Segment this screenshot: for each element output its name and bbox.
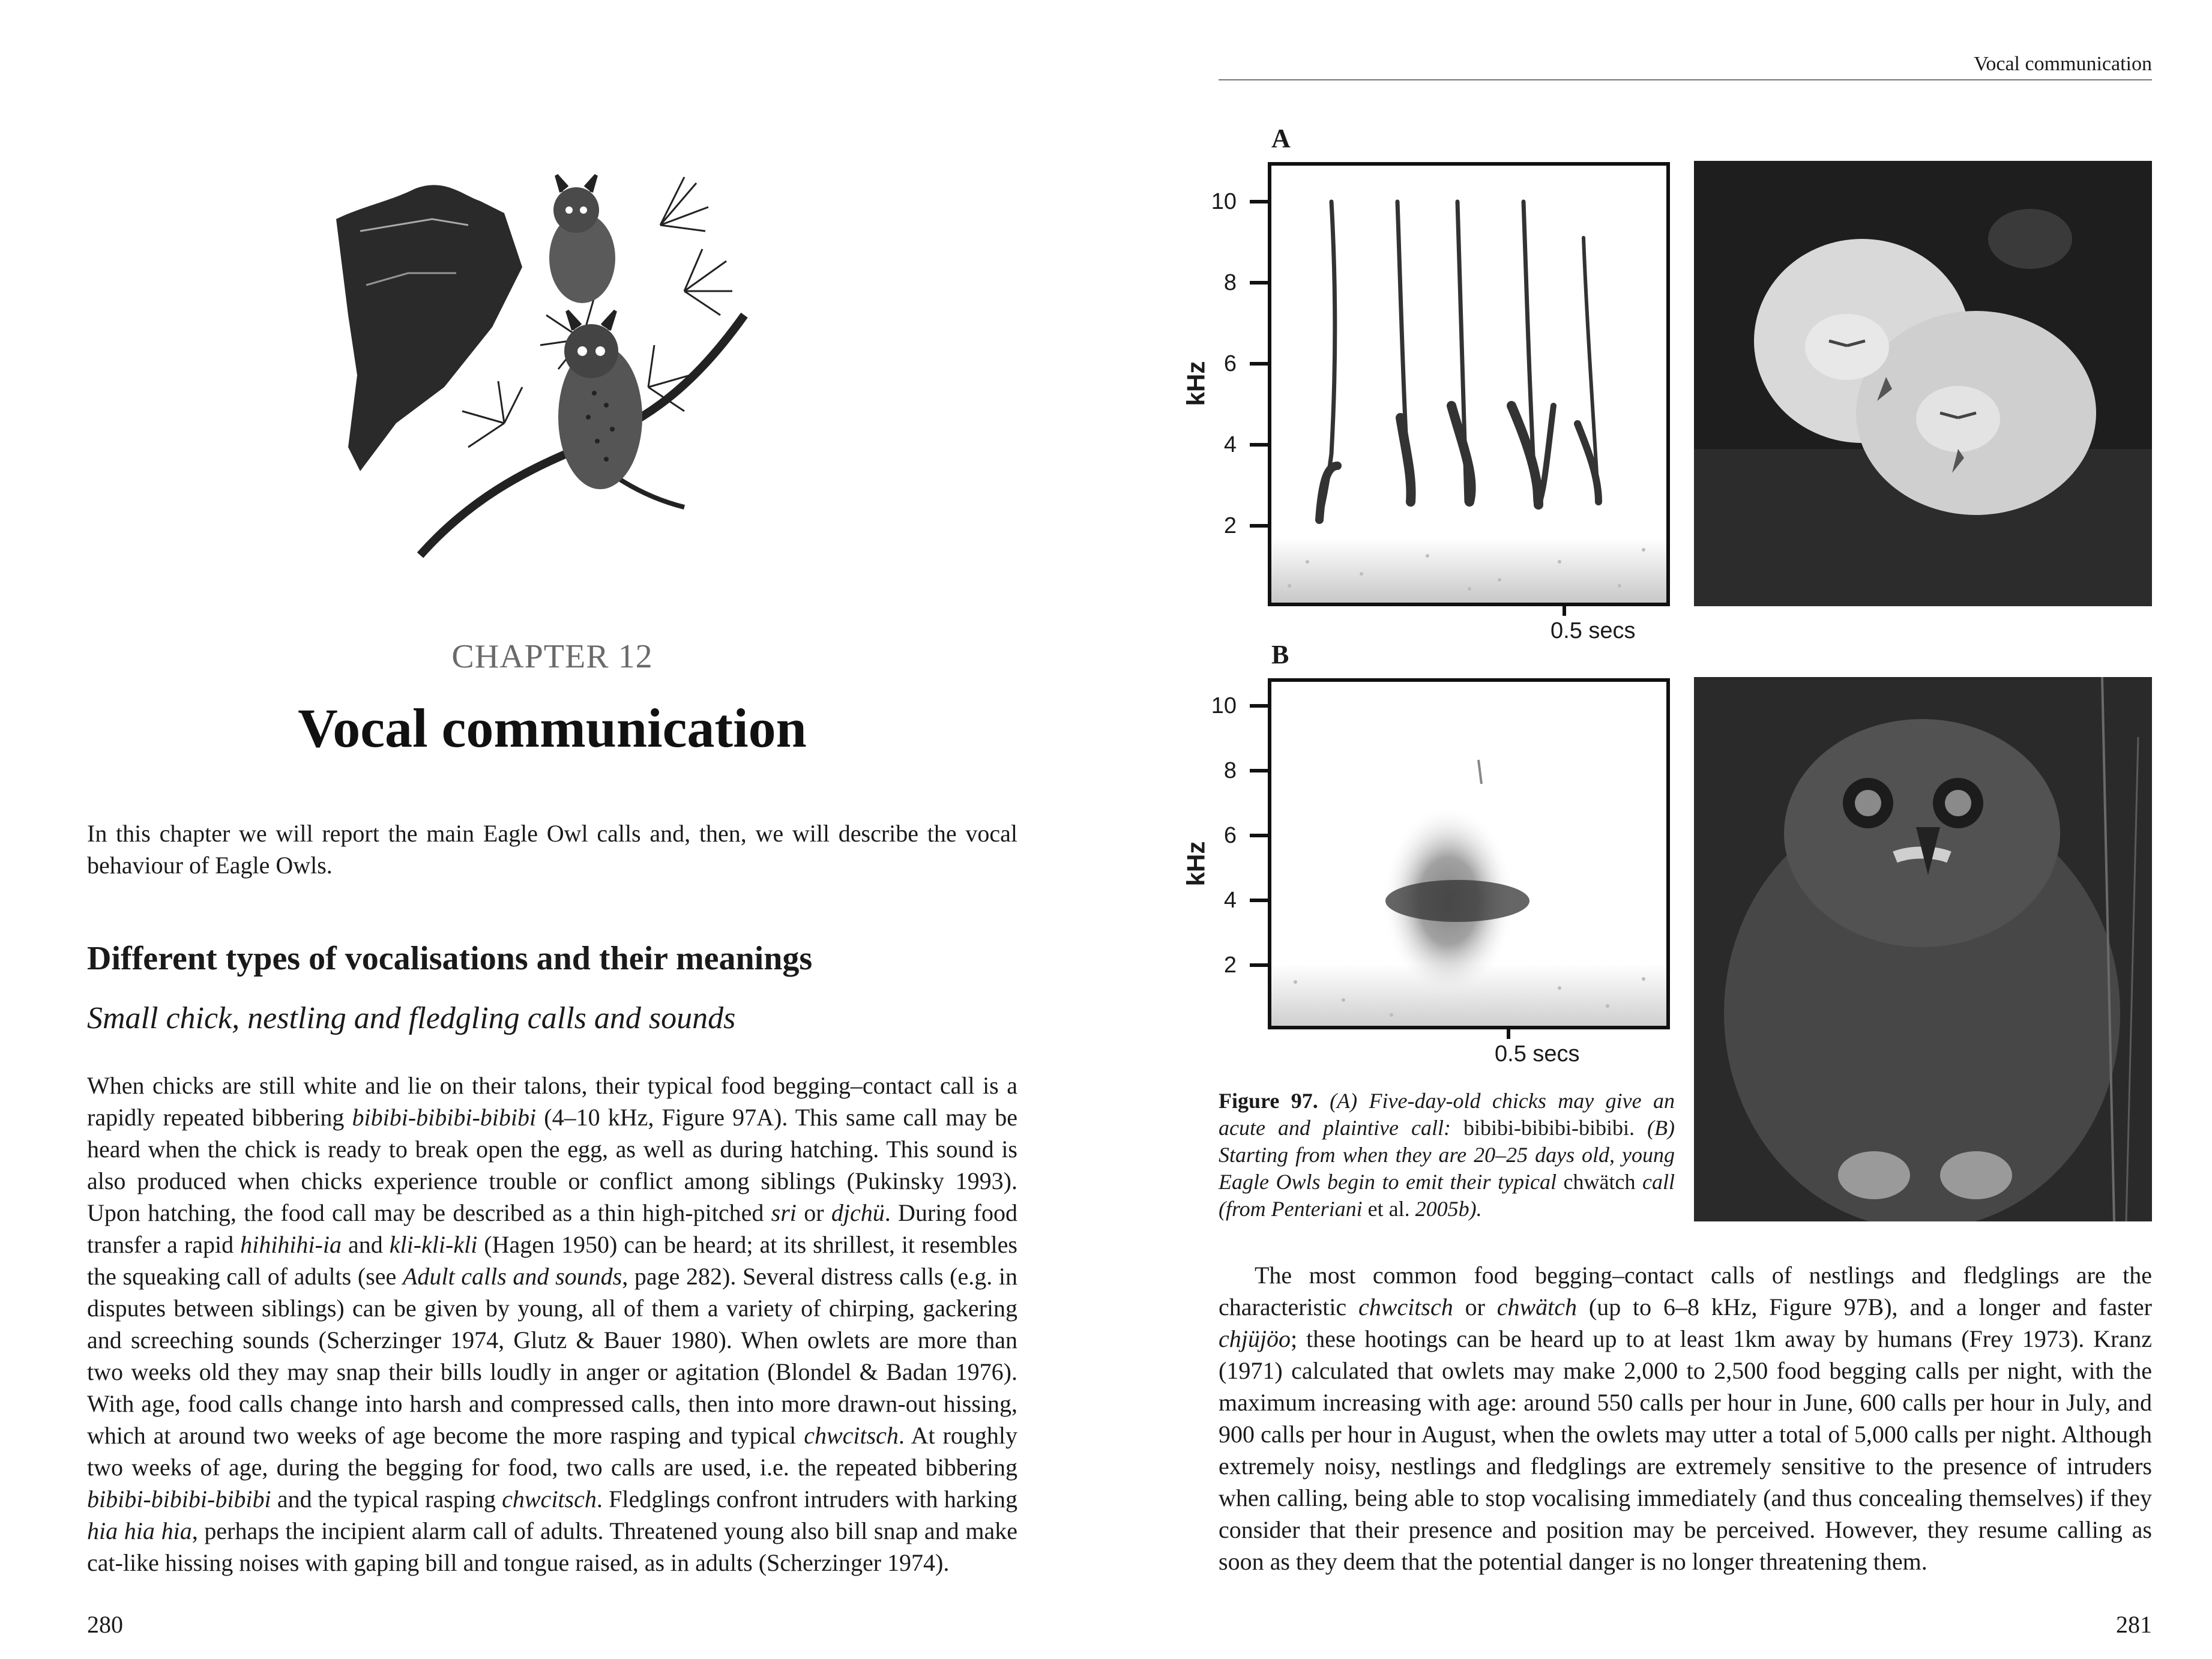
body-right-run: (up to 6–8 kHz, Figure 97B), and a longer and faster (1577, 1293, 2152, 1320)
spectrogram-a-time-label: 0.5 secs (1551, 618, 1636, 643)
spectrogram-a-ytick: 6 (1223, 351, 1237, 376)
section-heading: Different types of vocalisations and their meanings (87, 940, 813, 977)
body-left-run: hia hia hia (87, 1517, 192, 1544)
body-text-right (1219, 1259, 2152, 1577)
body-left-run: and the typical rasping (271, 1486, 502, 1513)
figure-caption-run: et al. (1367, 1197, 1410, 1221)
body-left-run: Adult calls and sounds (402, 1263, 622, 1290)
figure-caption-run: 2005b). (1409, 1197, 1482, 1221)
spectrogram-a-ytick-mark (1250, 524, 1268, 528)
subsection-heading: Small chick, nestling and fledgling calls and sounds (87, 1001, 736, 1035)
running-head: Vocal communication (1974, 53, 2152, 75)
chapter-label: CHAPTER 12 (451, 638, 653, 675)
body-left-run: . Fledglings confront intruders with harking (596, 1486, 1017, 1513)
body-right-run: chwätch (1496, 1293, 1578, 1320)
body-left-run: or (796, 1199, 831, 1226)
panel-a-letter: A (1271, 124, 1291, 153)
body-left-run: bibibi-bibibi-bibibi (87, 1486, 271, 1513)
body-left-run: (Hagen 1950) can be heard; at its shrillest, it resembles the squeaking call of adults (see (87, 1231, 1017, 1290)
body-left-run: (4–10 kHz, Figure 97A). This same call may be heard when the chick is ready to break open the egg, as well as during hatching. This sound is also produced when chicks experience trouble or conflict among siblings (Pukinsky 1993). Upon hatching, the food call may be described as a thin high-pitched (87, 1104, 1017, 1226)
owl-chicks-photo (1694, 161, 2152, 606)
spectrogram-b-ytick-mark (1250, 834, 1268, 837)
owl-nestling-photo (1694, 677, 2152, 1221)
body-left-run: bibibi-bibibi-bibibi (352, 1104, 537, 1131)
spectrogram-b (1268, 678, 1670, 1029)
spectrogram-a-ytick-mark (1250, 200, 1268, 203)
body-left-run: When chicks are still white and lie on their talons, their typical food begging–contact call is a rapidly repeated bibbering (87, 1072, 1017, 1131)
eagle-owl-illustration (324, 135, 762, 561)
spectrogram-b-ytick-mark (1250, 899, 1268, 902)
body-left-run: . At roughly two weeks of age, during the begging for food, two calls are used, i.e. the repeated bibbering (87, 1422, 1017, 1481)
spectrogram-b-ytick: 8 (1223, 758, 1237, 783)
spectrogram-b-ytick: 6 (1223, 823, 1237, 848)
spectrogram-a-ytick: 10 (1211, 189, 1237, 214)
spectrogram-b-ylabel: kHz (1181, 841, 1210, 887)
figure-caption-run: bibibi-bibibi-bibibi. (1463, 1116, 1635, 1140)
figure-caption-run: chwätch (1563, 1170, 1636, 1194)
body-right-run: chjüjöo (1219, 1325, 1291, 1352)
body-right-run: The most common food begging–contact calls of nestlings and fledglings are the characteristic (1219, 1262, 2152, 1320)
body-left-run: and (341, 1231, 390, 1258)
body-left-run: chwcitsch (502, 1486, 597, 1513)
body-right-run: ; these hootings can be heard up to at least 1km away by humans (Frey 1973). Kranz (1971) calculated that owlets may make 2,000 to 2,500 food begging calls per night, with the maximum increasing with age: around 550 calls per hour in June, 600 calls per hour in July, and 900 calls per hour in August, when the owlets may utter a total of 5,000 calls per night. Although extremely noisy, nestlings and fledglings are extremely sensitive to the presence of intruders when calling, being able to stop vocalising immediately (and thus concealing themselves) if they consider that their presence and position may be perceived. However, they resume calling as soon as they deem that the potential danger is no longer threatening them. (1219, 1325, 2152, 1575)
spectrogram-b-ytick-mark (1250, 963, 1268, 967)
spectrogram-b-xtick (1507, 1026, 1510, 1039)
spectrogram-a-ytick-mark (1250, 443, 1268, 447)
spectrogram-a-ytick: 8 (1223, 270, 1237, 295)
header-rule (1219, 79, 2152, 80)
figure-caption-run: (A) Five-day-old chicks may give an acute and plaintive call: (1219, 1089, 1675, 1140)
spectrogram-b-ytick: 2 (1223, 953, 1237, 978)
page-number-right: 281 (2116, 1611, 2152, 1638)
body-right-run: chwcitsch (1358, 1293, 1453, 1320)
spectrogram-a (1268, 162, 1670, 606)
panel-b-letter: B (1271, 640, 1289, 669)
figure-caption-run: (B) Starting from when they are 20–25 days old, young Eagle Owls begin to emit their typical (1219, 1116, 1675, 1194)
body-left-run: chwcitsch (804, 1422, 899, 1449)
spectrogram-a-xtick (1563, 603, 1566, 616)
spectrogram-b-ytick: 10 (1211, 693, 1237, 718)
spectrogram-b-ytick-mark (1250, 769, 1268, 772)
body-left-run: hihihihi-ia (240, 1231, 342, 1258)
body-left-run: , page 282). Several distress calls (e.g. in disputes between siblings) can be given by young, all of them a variety of chirping, gackering and screeching sounds (Scherzinger 1974, Glutz & Bauer 1980). When owlets are more than two weeks old they may snap their bills loudly in anger or agitation (Blondel & Badan 1976). With age, food calls change into harsh and compressed calls, then into more drawn-out hissing, which at around two weeks of age become the more rasping and typical (87, 1263, 1017, 1449)
body-right-run: or (1453, 1293, 1497, 1320)
spectrogram-a-ytick: 4 (1223, 432, 1237, 457)
figure-caption-run: call (from Penteriani (1219, 1170, 1675, 1221)
intro-paragraph: In this chapter we will report the main Eagle Owl calls and, then, we will describe the vocal behaviour of Eagle Owls. (87, 820, 1017, 879)
body-left-run: kli-kli-kli (389, 1231, 478, 1258)
spectrogram-b-ytick: 4 (1223, 888, 1237, 913)
body-left-run: djchü (831, 1199, 885, 1226)
body-text-left (87, 1070, 1017, 1579)
body-left-run: . During food transfer a rapid (87, 1199, 1017, 1258)
spectrogram-b-ytick-mark (1250, 704, 1268, 708)
figure-caption (1219, 1088, 1675, 1223)
spectrogram-a-ytick: 2 (1223, 513, 1237, 538)
figure-caption-label: Figure 97. (1219, 1089, 1318, 1113)
body-left-run: , perhaps the incipient alarm call of adults. Threatened young also bill snap and make cat-like hissing noises with gaping bill and tongue raised, as in adults (Scherzinger 1974). (87, 1517, 1017, 1576)
spectrogram-a-ytick-mark (1250, 362, 1268, 366)
spectrogram-b-time-label: 0.5 secs (1495, 1041, 1580, 1067)
spectrogram-a-ytick-mark (1250, 281, 1268, 285)
chapter-title: Vocal communication (298, 697, 807, 759)
figure-caption-run (1318, 1089, 1330, 1113)
page-number-left: 280 (87, 1611, 123, 1638)
body-left-run: sri (771, 1199, 797, 1226)
spectrogram-a-ylabel: kHz (1181, 361, 1210, 406)
